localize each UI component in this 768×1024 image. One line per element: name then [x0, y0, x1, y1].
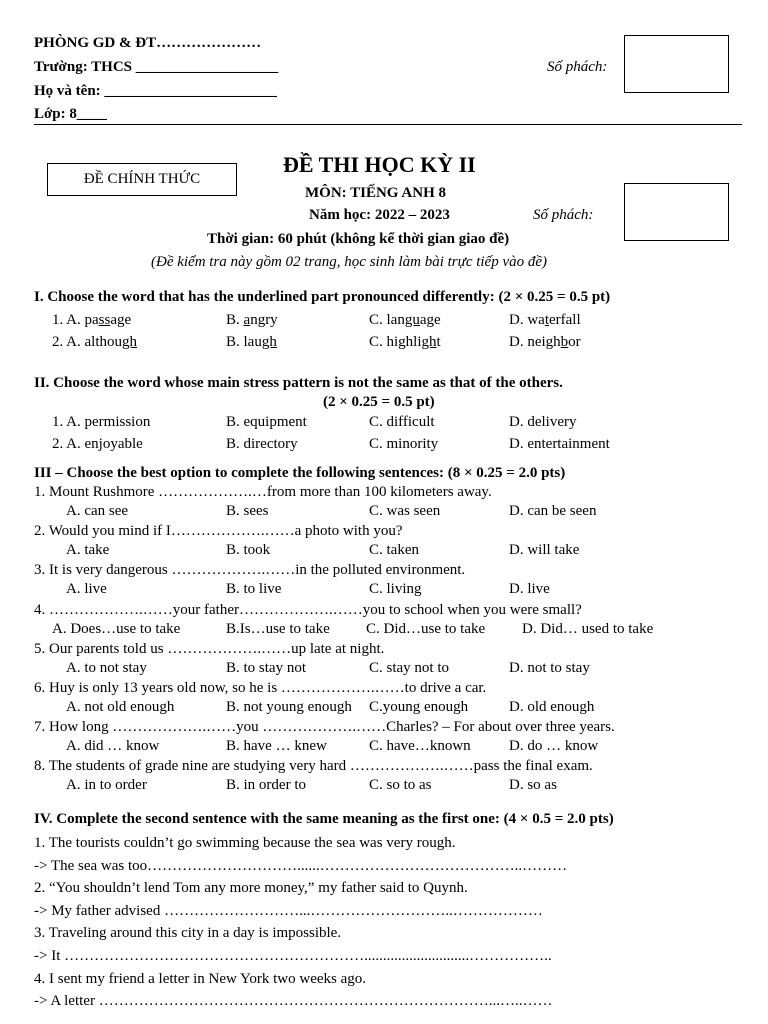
- option-b[interactable]: B. angry: [226, 312, 278, 328]
- question-text: 7. How long ……………….……you ……………….……Charles? – For about over three years.: [34, 719, 615, 736]
- answer-row: [0, 699, 768, 719]
- section-3-heading: III – Choose the best option to complete the following sentences: (8 × 0.25 = 2.0 pts): [34, 465, 566, 481]
- option-d[interactable]: D. old enough: [509, 699, 595, 715]
- prompt-sentence: 2. “You shouldn’t lend Tom any more money,” my father said to Quynh.: [34, 880, 468, 897]
- exam-year: Năm học: 2022 – 2023: [309, 207, 450, 223]
- option-d[interactable]: D. live: [509, 581, 550, 598]
- answer-row: [0, 581, 768, 601]
- option-c[interactable]: C. taken: [369, 542, 419, 559]
- option-c[interactable]: C.young enough: [369, 699, 469, 715]
- answer-row: [0, 621, 768, 641]
- option-b[interactable]: B. took: [226, 542, 271, 559]
- so-phach-label-top: Số phách:: [547, 59, 608, 75]
- section-2-heading: II. Choose the word whose main stress pattern is not the same as that of the others.: [34, 375, 563, 391]
- option-c[interactable]: C. highlight: [369, 334, 441, 350]
- name-field[interactable]: Họ và tên: _______________________: [34, 83, 277, 99]
- answer-row: [0, 660, 768, 680]
- option-b[interactable]: B. not young enough: [226, 699, 352, 715]
- answer-row: [0, 542, 768, 562]
- option-b[interactable]: B. to stay not: [226, 659, 307, 676]
- answer-row: [0, 777, 768, 797]
- section-1-heading: I. Choose the word that has the underlined part pronounced differently: (2 × 0.25 = 0.5 pt): [34, 289, 611, 305]
- option-c[interactable]: C. minority: [369, 436, 439, 452]
- question-row: [0, 436, 768, 456]
- option-c[interactable]: C. Did…use to take: [366, 620, 486, 637]
- official-label: ĐỀ CHÍNH THỨC: [83, 171, 201, 187]
- option-b[interactable]: B. have … knew: [226, 738, 327, 755]
- answer-line[interactable]: -> My father advised ………………………...………………………..………………: [34, 902, 543, 919]
- option-b[interactable]: B. to live: [226, 581, 282, 598]
- exam-note: (Đề kiểm tra này gồm 02 trang, học sinh làm bài trực tiếp vào đề): [151, 254, 548, 270]
- official-badge: [47, 163, 237, 196]
- option-b[interactable]: B. in order to: [226, 777, 306, 794]
- answer-row: [0, 503, 768, 523]
- option-c[interactable]: C. was seen: [369, 503, 441, 519]
- option-c[interactable]: C. difficult: [369, 414, 435, 430]
- question-row: [0, 312, 768, 332]
- question-text: 4. ……………….……your father……………….……you to school when you were small?: [34, 601, 582, 618]
- question-text: 1. Mount Rushmore ……………….…from more than 100 kilometers away.: [34, 484, 492, 500]
- prompt-sentence: 1. The tourists couldn’t go swimming because the sea was very rough.: [34, 835, 456, 851]
- option-d[interactable]: D. not to stay: [509, 659, 590, 676]
- option-c[interactable]: C. have…known: [369, 738, 471, 755]
- option-a[interactable]: A. to not stay: [66, 659, 147, 676]
- exam-subject: MÔN: TIẾNG ANH 8: [305, 185, 446, 201]
- question-text: 5. Our parents told us ……………….……up late at night.: [34, 640, 385, 657]
- section-4-heading: IV. Complete the second sentence with the same meaning as the first one: (4 × 0.5 = 2.0 pts): [34, 811, 614, 827]
- option-c[interactable]: C. so to as: [369, 777, 432, 794]
- option-d[interactable]: D. Did… used to take: [522, 620, 654, 637]
- so-phach-box-top[interactable]: [624, 35, 729, 93]
- option-b[interactable]: B. directory: [226, 436, 298, 452]
- option-c[interactable]: C. living: [369, 581, 422, 598]
- question-text: 2. Would you mind if I……………….……a photo with you?: [34, 523, 403, 540]
- exam-title: ĐỀ THI HỌC KỲ II: [283, 152, 476, 177]
- option-d[interactable]: D. can be seen: [509, 503, 597, 519]
- option-a[interactable]: A. Does…use to take: [52, 620, 181, 637]
- option-b[interactable]: B.Is…use to take: [226, 620, 330, 637]
- option-a[interactable]: A. live: [66, 581, 107, 598]
- so-phach-label-bottom: Số phách:: [533, 207, 594, 223]
- school-field[interactable]: Trường: THCS ___________________: [34, 59, 279, 75]
- exam-time: Thời gian: 60 phút (không kể thời gian giao đề): [207, 231, 510, 247]
- class-field[interactable]: Lớp: 8____: [34, 106, 107, 122]
- option-a[interactable]: A. did … know: [66, 738, 160, 755]
- option-b[interactable]: B. laugh: [226, 334, 277, 350]
- option-a[interactable]: 2. A. although: [52, 334, 137, 350]
- option-a[interactable]: A. can see: [66, 503, 129, 519]
- option-d[interactable]: D. so as: [509, 777, 557, 794]
- option-d[interactable]: D. will take: [509, 542, 580, 559]
- option-b[interactable]: B. sees: [226, 503, 269, 519]
- option-a[interactable]: A. take: [66, 542, 110, 559]
- answer-line[interactable]: -> A letter ……………………………………………………………………...…..……: [34, 993, 553, 1010]
- option-b[interactable]: B. equipment: [226, 414, 307, 430]
- option-d[interactable]: D. entertainment: [509, 436, 610, 452]
- answer-line[interactable]: -> It ……………………………………………………............................……………..: [34, 948, 552, 964]
- answer-row: [0, 738, 768, 758]
- option-d[interactable]: D. delivery: [509, 414, 577, 430]
- option-a[interactable]: 2. A. enjoyable: [52, 436, 143, 452]
- question-text: 8. The students of grade nine are studying very hard ……………….……pass the final exam.: [34, 758, 593, 775]
- question-text: 6. Huy is only 13 years old now, so he is ……………….……to drive a car.: [34, 680, 487, 696]
- option-a[interactable]: 1. A. passage: [52, 312, 132, 328]
- dept-line: PHÒNG GD & ĐT…………………: [34, 35, 262, 51]
- question-row: [0, 414, 768, 434]
- option-c[interactable]: C. stay not to: [369, 659, 450, 676]
- prompt-sentence: 3. Traveling around this city in a day is impossible.: [34, 925, 342, 942]
- option-a[interactable]: A. in to order: [66, 777, 147, 794]
- option-d[interactable]: D. neighbor: [509, 334, 581, 350]
- option-d[interactable]: D. do … know: [509, 738, 599, 755]
- so-phach-box-bottom[interactable]: [624, 183, 729, 241]
- option-c[interactable]: C. language: [369, 312, 441, 328]
- section-2-points: (2 × 0.25 = 0.5 pt): [323, 394, 435, 410]
- option-d[interactable]: D. waterfall: [509, 312, 581, 328]
- answer-line[interactable]: -> The sea was too…………………………......…………………………………..………: [34, 857, 568, 874]
- question-text: 3. It is very dangerous ……………….……in the polluted environment.: [34, 562, 466, 579]
- option-a[interactable]: 1. A. permission: [52, 414, 151, 430]
- option-a[interactable]: A. not old enough: [66, 699, 175, 715]
- header-divider: [34, 124, 742, 125]
- question-row: [0, 334, 768, 354]
- prompt-sentence: 4. I sent my friend a letter in New York two weeks ago.: [34, 970, 367, 987]
